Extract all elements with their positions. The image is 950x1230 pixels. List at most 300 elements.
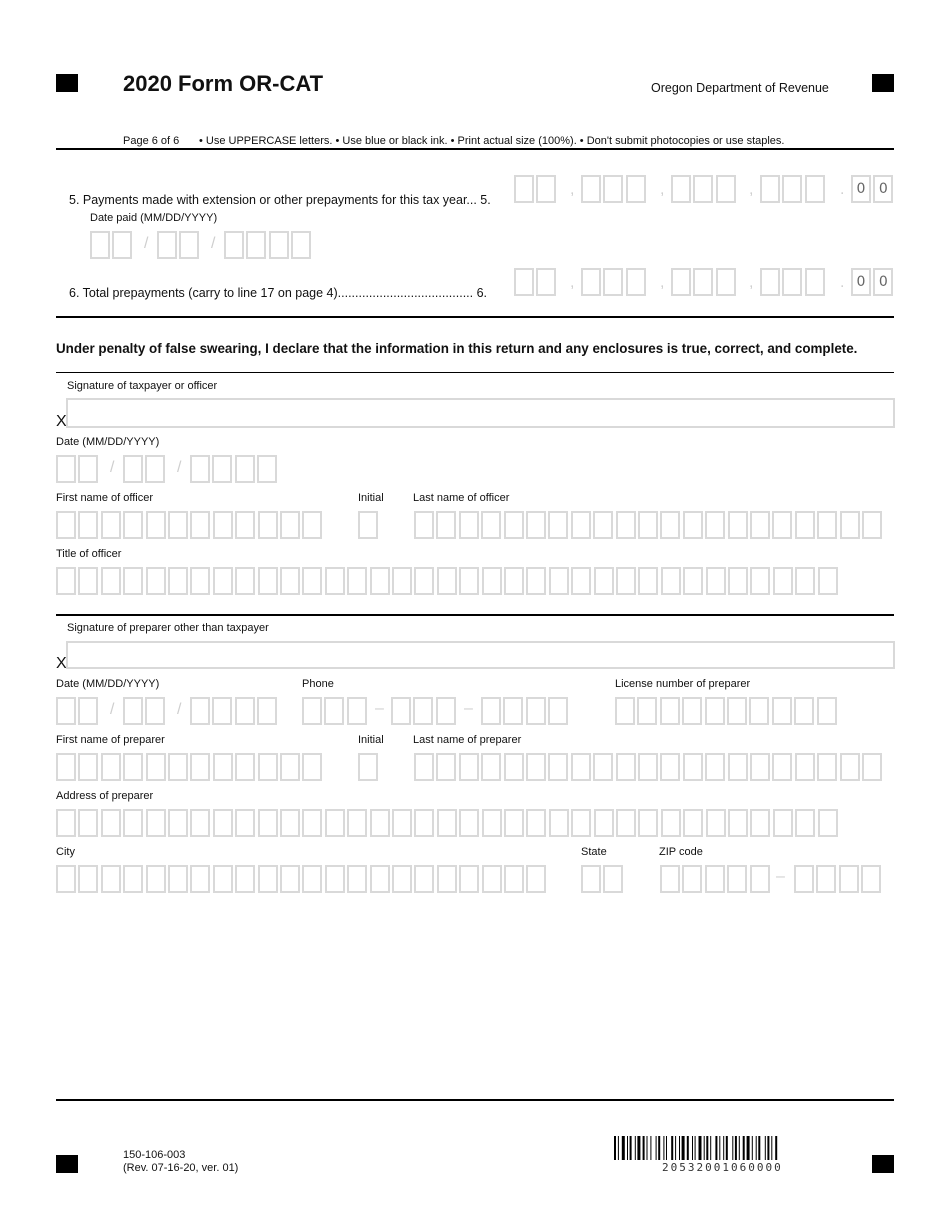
char-box[interactable] (482, 865, 502, 893)
barcode-bar (699, 1136, 702, 1160)
char-box[interactable] (392, 809, 412, 837)
officer-initial-label: Initial (358, 492, 384, 504)
char-box[interactable] (683, 567, 703, 595)
char-box[interactable] (436, 511, 456, 539)
char-box[interactable] (805, 268, 825, 296)
char-box[interactable] (213, 567, 233, 595)
char-box[interactable] (503, 697, 523, 725)
char-box[interactable] (358, 753, 378, 781)
char-box[interactable] (660, 697, 680, 725)
char-box[interactable] (56, 753, 76, 781)
char-box[interactable] (594, 809, 614, 837)
char-box[interactable] (302, 809, 322, 837)
char-box[interactable] (616, 809, 636, 837)
char-box[interactable] (816, 865, 836, 893)
char-box[interactable] (302, 567, 322, 595)
char-box[interactable] (56, 809, 76, 837)
char-box[interactable] (168, 753, 188, 781)
char-box[interactable] (760, 175, 780, 203)
char-box[interactable] (370, 865, 390, 893)
char-box[interactable] (190, 455, 210, 483)
char-box[interactable] (101, 865, 121, 893)
char-box[interactable] (638, 511, 658, 539)
char-box[interactable] (213, 865, 233, 893)
char-box[interactable] (794, 697, 814, 725)
char-box[interactable] (603, 268, 623, 296)
char-box[interactable] (548, 753, 568, 781)
char-box[interactable] (682, 865, 702, 893)
char-box[interactable] (392, 865, 412, 893)
char-box[interactable] (179, 231, 199, 259)
char-box[interactable] (391, 697, 411, 725)
char-box[interactable] (78, 511, 98, 539)
char-box[interactable] (90, 231, 110, 259)
char-box[interactable] (213, 809, 233, 837)
char-box[interactable] (414, 753, 434, 781)
char-box[interactable] (817, 753, 837, 781)
char-box[interactable] (146, 753, 166, 781)
char-box[interactable] (626, 268, 646, 296)
char-box[interactable] (760, 268, 780, 296)
char-box[interactable] (481, 697, 501, 725)
separator: , (570, 181, 575, 198)
char-box[interactable] (514, 175, 534, 203)
char-box[interactable] (840, 511, 860, 539)
char-box[interactable] (782, 175, 802, 203)
char-box[interactable] (459, 567, 479, 595)
signature-x-mark: X (56, 413, 67, 430)
char-box[interactable] (603, 175, 623, 203)
char-box[interactable] (459, 865, 479, 893)
preparer-signature-label: Signature of preparer other than taxpayer (67, 622, 269, 634)
char-box[interactable] (302, 865, 322, 893)
char-box[interactable] (818, 567, 838, 595)
char-box[interactable] (481, 753, 501, 781)
divider (56, 614, 894, 616)
char-box[interactable] (728, 809, 748, 837)
char-box[interactable] (536, 268, 556, 296)
char-box[interactable] (347, 697, 367, 725)
char-box[interactable] (615, 697, 635, 725)
separator: / (211, 235, 216, 252)
char-box[interactable] (302, 511, 322, 539)
char-box[interactable] (750, 865, 770, 893)
char-box[interactable] (78, 697, 98, 725)
page-indicator: Page 6 of 6 (123, 135, 180, 147)
char-box[interactable] (794, 865, 814, 893)
char-box[interactable] (548, 511, 568, 539)
char-box[interactable] (795, 809, 815, 837)
char-box[interactable] (414, 511, 434, 539)
char-box[interactable] (616, 567, 636, 595)
char-box[interactable] (437, 567, 457, 595)
char-box[interactable] (258, 753, 278, 781)
char-box[interactable] (862, 511, 882, 539)
char-box[interactable] (481, 511, 501, 539)
char-box[interactable] (660, 753, 680, 781)
barcode-bar (758, 1136, 760, 1160)
char-box[interactable] (213, 753, 233, 781)
barcode-bar (671, 1136, 673, 1160)
char-box[interactable] (716, 175, 736, 203)
char-box[interactable] (638, 753, 658, 781)
char-box[interactable] (56, 567, 76, 595)
char-box[interactable] (324, 697, 344, 725)
char-box[interactable] (459, 809, 479, 837)
char-box[interactable] (705, 865, 725, 893)
char-box[interactable] (291, 231, 311, 259)
separator: / (110, 701, 115, 718)
preparer-state-label: State (581, 846, 607, 858)
line5-date-label: Date paid (MM/DD/YYYY) (90, 212, 218, 224)
char-box[interactable] (705, 697, 725, 725)
char-box[interactable] (347, 567, 367, 595)
char-box[interactable] (224, 231, 244, 259)
char-box[interactable] (727, 865, 747, 893)
separator: / (110, 459, 115, 476)
char-box[interactable] (257, 697, 277, 725)
char-box[interactable] (817, 697, 837, 725)
char-box[interactable] (235, 511, 255, 539)
char-box[interactable] (782, 268, 802, 296)
char-box[interactable] (514, 268, 534, 296)
char-box[interactable] (536, 175, 556, 203)
char-box[interactable] (549, 809, 569, 837)
char-box[interactable] (78, 809, 98, 837)
char-box[interactable] (123, 697, 143, 725)
char-box[interactable] (795, 753, 815, 781)
char-box[interactable] (101, 511, 121, 539)
char-box[interactable] (840, 753, 860, 781)
char-box[interactable] (593, 511, 613, 539)
line6-text: 6. Total prepayments (carry to line 17 on page 4)....................................... 6. (69, 286, 488, 300)
barcode-bar (675, 1136, 676, 1160)
char-box[interactable] (436, 697, 456, 725)
char-box[interactable] (213, 511, 233, 539)
char-box[interactable] (280, 567, 300, 595)
char-box[interactable] (123, 455, 143, 483)
char-box[interactable] (212, 697, 232, 725)
char-box[interactable] (705, 511, 725, 539)
barcode-bar (679, 1136, 680, 1160)
char-box[interactable] (526, 753, 546, 781)
char-box[interactable] (168, 567, 188, 595)
char-box[interactable] (78, 865, 98, 893)
char-box[interactable] (504, 865, 524, 893)
agency-name: Oregon Department of Revenue (651, 81, 829, 95)
char-box[interactable] (190, 809, 210, 837)
char-box[interactable] (123, 753, 143, 781)
preparer-signature-field[interactable] (66, 641, 895, 669)
separator: / (144, 235, 149, 252)
char-box[interactable] (773, 809, 793, 837)
char-box[interactable] (482, 809, 502, 837)
char-box[interactable] (526, 567, 546, 595)
char-box[interactable] (123, 567, 143, 595)
divider (56, 372, 894, 373)
char-box[interactable] (190, 567, 210, 595)
char-box[interactable] (370, 567, 390, 595)
char-box[interactable] (728, 567, 748, 595)
officer-title-label: Title of officer (56, 548, 122, 560)
char-box[interactable] (258, 567, 278, 595)
registration-mark (56, 74, 78, 92)
char-box[interactable] (56, 697, 76, 725)
char-box[interactable] (593, 753, 613, 781)
char-box[interactable] (246, 231, 266, 259)
char-box[interactable] (683, 511, 703, 539)
char-box[interactable] (235, 753, 255, 781)
char-box[interactable] (504, 511, 524, 539)
barcode-bar (627, 1136, 628, 1160)
barcode-bar (630, 1136, 632, 1160)
char-box[interactable] (616, 511, 636, 539)
char-box[interactable] (571, 511, 591, 539)
char-box[interactable] (638, 567, 658, 595)
form-revision: (Rev. 07-16-20, ver. 01) (123, 1162, 239, 1174)
char-box[interactable] (626, 175, 646, 203)
char-box[interactable] (392, 567, 412, 595)
char-box[interactable] (693, 268, 713, 296)
char-box[interactable] (482, 567, 502, 595)
char-box[interactable] (818, 809, 838, 837)
char-box[interactable] (750, 809, 770, 837)
taxpayer-date-label: Date (MM/DD/YYYY) (56, 436, 160, 448)
char-box[interactable] (257, 455, 277, 483)
char-box[interactable] (660, 865, 680, 893)
char-box[interactable] (168, 865, 188, 893)
char-box[interactable] (772, 753, 792, 781)
separator: , (570, 274, 575, 291)
barcode-bar (637, 1136, 640, 1160)
char-box[interactable] (504, 567, 524, 595)
char-box[interactable] (302, 697, 322, 725)
char-box[interactable] (414, 567, 434, 595)
char-box[interactable] (101, 809, 121, 837)
cents-box[interactable]: 0 (851, 175, 871, 203)
char-box[interactable] (638, 809, 658, 837)
char-box[interactable] (145, 697, 165, 725)
char-box[interactable] (603, 865, 623, 893)
char-box[interactable] (693, 175, 713, 203)
char-box[interactable] (325, 809, 345, 837)
char-box[interactable] (571, 753, 591, 781)
barcode-bar (739, 1136, 740, 1160)
barcode-bar (710, 1136, 711, 1160)
char-box[interactable] (817, 511, 837, 539)
registration-mark (872, 74, 894, 92)
officer-last-name-label: Last name of officer (413, 492, 510, 504)
char-box[interactable] (660, 511, 680, 539)
char-box[interactable] (661, 567, 681, 595)
char-box[interactable] (235, 865, 255, 893)
char-box[interactable] (235, 809, 255, 837)
char-box[interactable] (123, 865, 143, 893)
char-box[interactable] (235, 567, 255, 595)
char-box[interactable] (325, 865, 345, 893)
char-box[interactable] (190, 753, 210, 781)
char-box[interactable] (269, 231, 289, 259)
char-box[interactable] (78, 753, 98, 781)
char-box[interactable] (706, 567, 726, 595)
separator: , (660, 181, 665, 198)
char-box[interactable] (728, 753, 748, 781)
char-box[interactable] (839, 865, 859, 893)
char-box[interactable] (571, 809, 591, 837)
char-box[interactable] (168, 809, 188, 837)
char-box[interactable] (795, 567, 815, 595)
char-box[interactable] (235, 697, 255, 725)
cents-box[interactable]: 0 (873, 268, 893, 296)
char-box[interactable] (280, 865, 300, 893)
char-box[interactable] (706, 809, 726, 837)
char-box[interactable] (145, 455, 165, 483)
char-box[interactable] (347, 865, 367, 893)
char-box[interactable] (749, 697, 769, 725)
char-box[interactable] (459, 511, 479, 539)
char-box[interactable] (671, 268, 691, 296)
char-box[interactable] (190, 697, 210, 725)
char-box[interactable] (370, 809, 390, 837)
char-box[interactable] (526, 809, 546, 837)
char-box[interactable] (862, 753, 882, 781)
char-box[interactable] (705, 753, 725, 781)
barcode-bar (743, 1136, 745, 1160)
char-box[interactable] (526, 865, 546, 893)
char-box[interactable] (750, 567, 770, 595)
separator: , (660, 274, 665, 291)
taxpayer-signature-field[interactable] (66, 398, 895, 428)
char-box[interactable] (325, 567, 345, 595)
barcode-bar (650, 1136, 651, 1160)
barcode-bar (747, 1136, 750, 1160)
char-box[interactable] (772, 511, 792, 539)
char-box[interactable] (413, 697, 433, 725)
char-box[interactable] (146, 567, 166, 595)
char-box[interactable] (414, 865, 434, 893)
char-box[interactable] (773, 567, 793, 595)
char-box[interactable] (504, 753, 524, 781)
char-box[interactable] (637, 697, 657, 725)
separator: / (177, 701, 182, 718)
char-box[interactable] (146, 865, 166, 893)
officer-first-name-label: First name of officer (56, 492, 153, 504)
char-box[interactable] (258, 809, 278, 837)
separator: / (177, 459, 182, 476)
char-box[interactable] (805, 175, 825, 203)
char-box[interactable] (437, 865, 457, 893)
barcode-bar (726, 1136, 728, 1160)
declaration-text: Under penalty of false swearing, I declare that the information in this return and any enclosures is true, correct, and complete. (56, 341, 858, 356)
char-box[interactable] (437, 809, 457, 837)
char-box[interactable] (347, 809, 367, 837)
char-box[interactable] (661, 809, 681, 837)
barcode-bar (666, 1136, 667, 1160)
char-box[interactable] (101, 567, 121, 595)
line5-text: 5. Payments made with extension or other prepayments for this tax year... 5. (69, 193, 491, 207)
char-box[interactable] (750, 753, 770, 781)
char-box[interactable] (716, 268, 736, 296)
barcode-bar (687, 1136, 689, 1160)
char-box[interactable] (549, 567, 569, 595)
barcode-bar (723, 1136, 724, 1160)
char-box[interactable] (616, 753, 636, 781)
barcode-bar (771, 1136, 772, 1160)
char-box[interactable] (258, 511, 278, 539)
char-box[interactable] (235, 455, 255, 483)
char-box[interactable] (168, 511, 188, 539)
char-box[interactable] (78, 567, 98, 595)
char-box[interactable] (190, 511, 210, 539)
char-box[interactable] (795, 511, 815, 539)
barcode-bar (614, 1136, 616, 1160)
char-box[interactable] (504, 809, 524, 837)
char-box[interactable] (436, 753, 456, 781)
char-box[interactable] (146, 809, 166, 837)
char-box[interactable] (728, 511, 748, 539)
char-box[interactable] (280, 753, 300, 781)
char-box[interactable] (212, 455, 232, 483)
char-box[interactable] (671, 175, 691, 203)
char-box[interactable] (414, 809, 434, 837)
char-box[interactable] (280, 511, 300, 539)
taxpayer-signature-label: Signature of taxpayer or officer (67, 380, 218, 392)
char-box[interactable] (112, 231, 132, 259)
char-box[interactable] (861, 865, 881, 893)
char-box[interactable] (750, 511, 770, 539)
char-box[interactable] (56, 511, 76, 539)
char-box[interactable] (581, 175, 601, 203)
cents-box[interactable]: 0 (851, 268, 871, 296)
barcode-bar (732, 1136, 733, 1160)
char-box[interactable] (101, 753, 121, 781)
char-box[interactable] (581, 268, 601, 296)
char-box[interactable] (123, 511, 143, 539)
char-box[interactable] (772, 697, 792, 725)
char-box[interactable] (78, 455, 98, 483)
char-box[interactable] (727, 697, 747, 725)
char-box[interactable] (571, 567, 591, 595)
divider (56, 316, 894, 318)
char-box[interactable] (683, 809, 703, 837)
preparer-last-name-label: Last name of preparer (413, 734, 522, 746)
char-box[interactable] (56, 865, 76, 893)
instructions: • Use UPPERCASE letters. • Use blue or black ink. • Print actual size (100%). • Don't submit photocopies or use staples. (199, 135, 785, 147)
char-box[interactable] (526, 511, 546, 539)
char-box[interactable] (358, 511, 378, 539)
char-box[interactable] (594, 567, 614, 595)
char-box[interactable] (682, 697, 702, 725)
char-box[interactable] (56, 455, 76, 483)
barcode-bar (752, 1136, 753, 1160)
char-box[interactable] (526, 697, 546, 725)
char-box[interactable] (258, 865, 278, 893)
char-box[interactable] (459, 753, 479, 781)
char-box[interactable] (157, 231, 177, 259)
char-box[interactable] (581, 865, 601, 893)
char-box[interactable] (302, 753, 322, 781)
char-box[interactable] (146, 511, 166, 539)
char-box[interactable] (683, 753, 703, 781)
cents-box[interactable]: 0 (873, 175, 893, 203)
barcode-bar (719, 1136, 720, 1160)
char-box[interactable] (123, 809, 143, 837)
char-box[interactable] (280, 809, 300, 837)
barcode-bar (735, 1136, 737, 1160)
char-box[interactable] (190, 865, 210, 893)
separator: – (776, 868, 785, 885)
char-box[interactable] (548, 697, 568, 725)
